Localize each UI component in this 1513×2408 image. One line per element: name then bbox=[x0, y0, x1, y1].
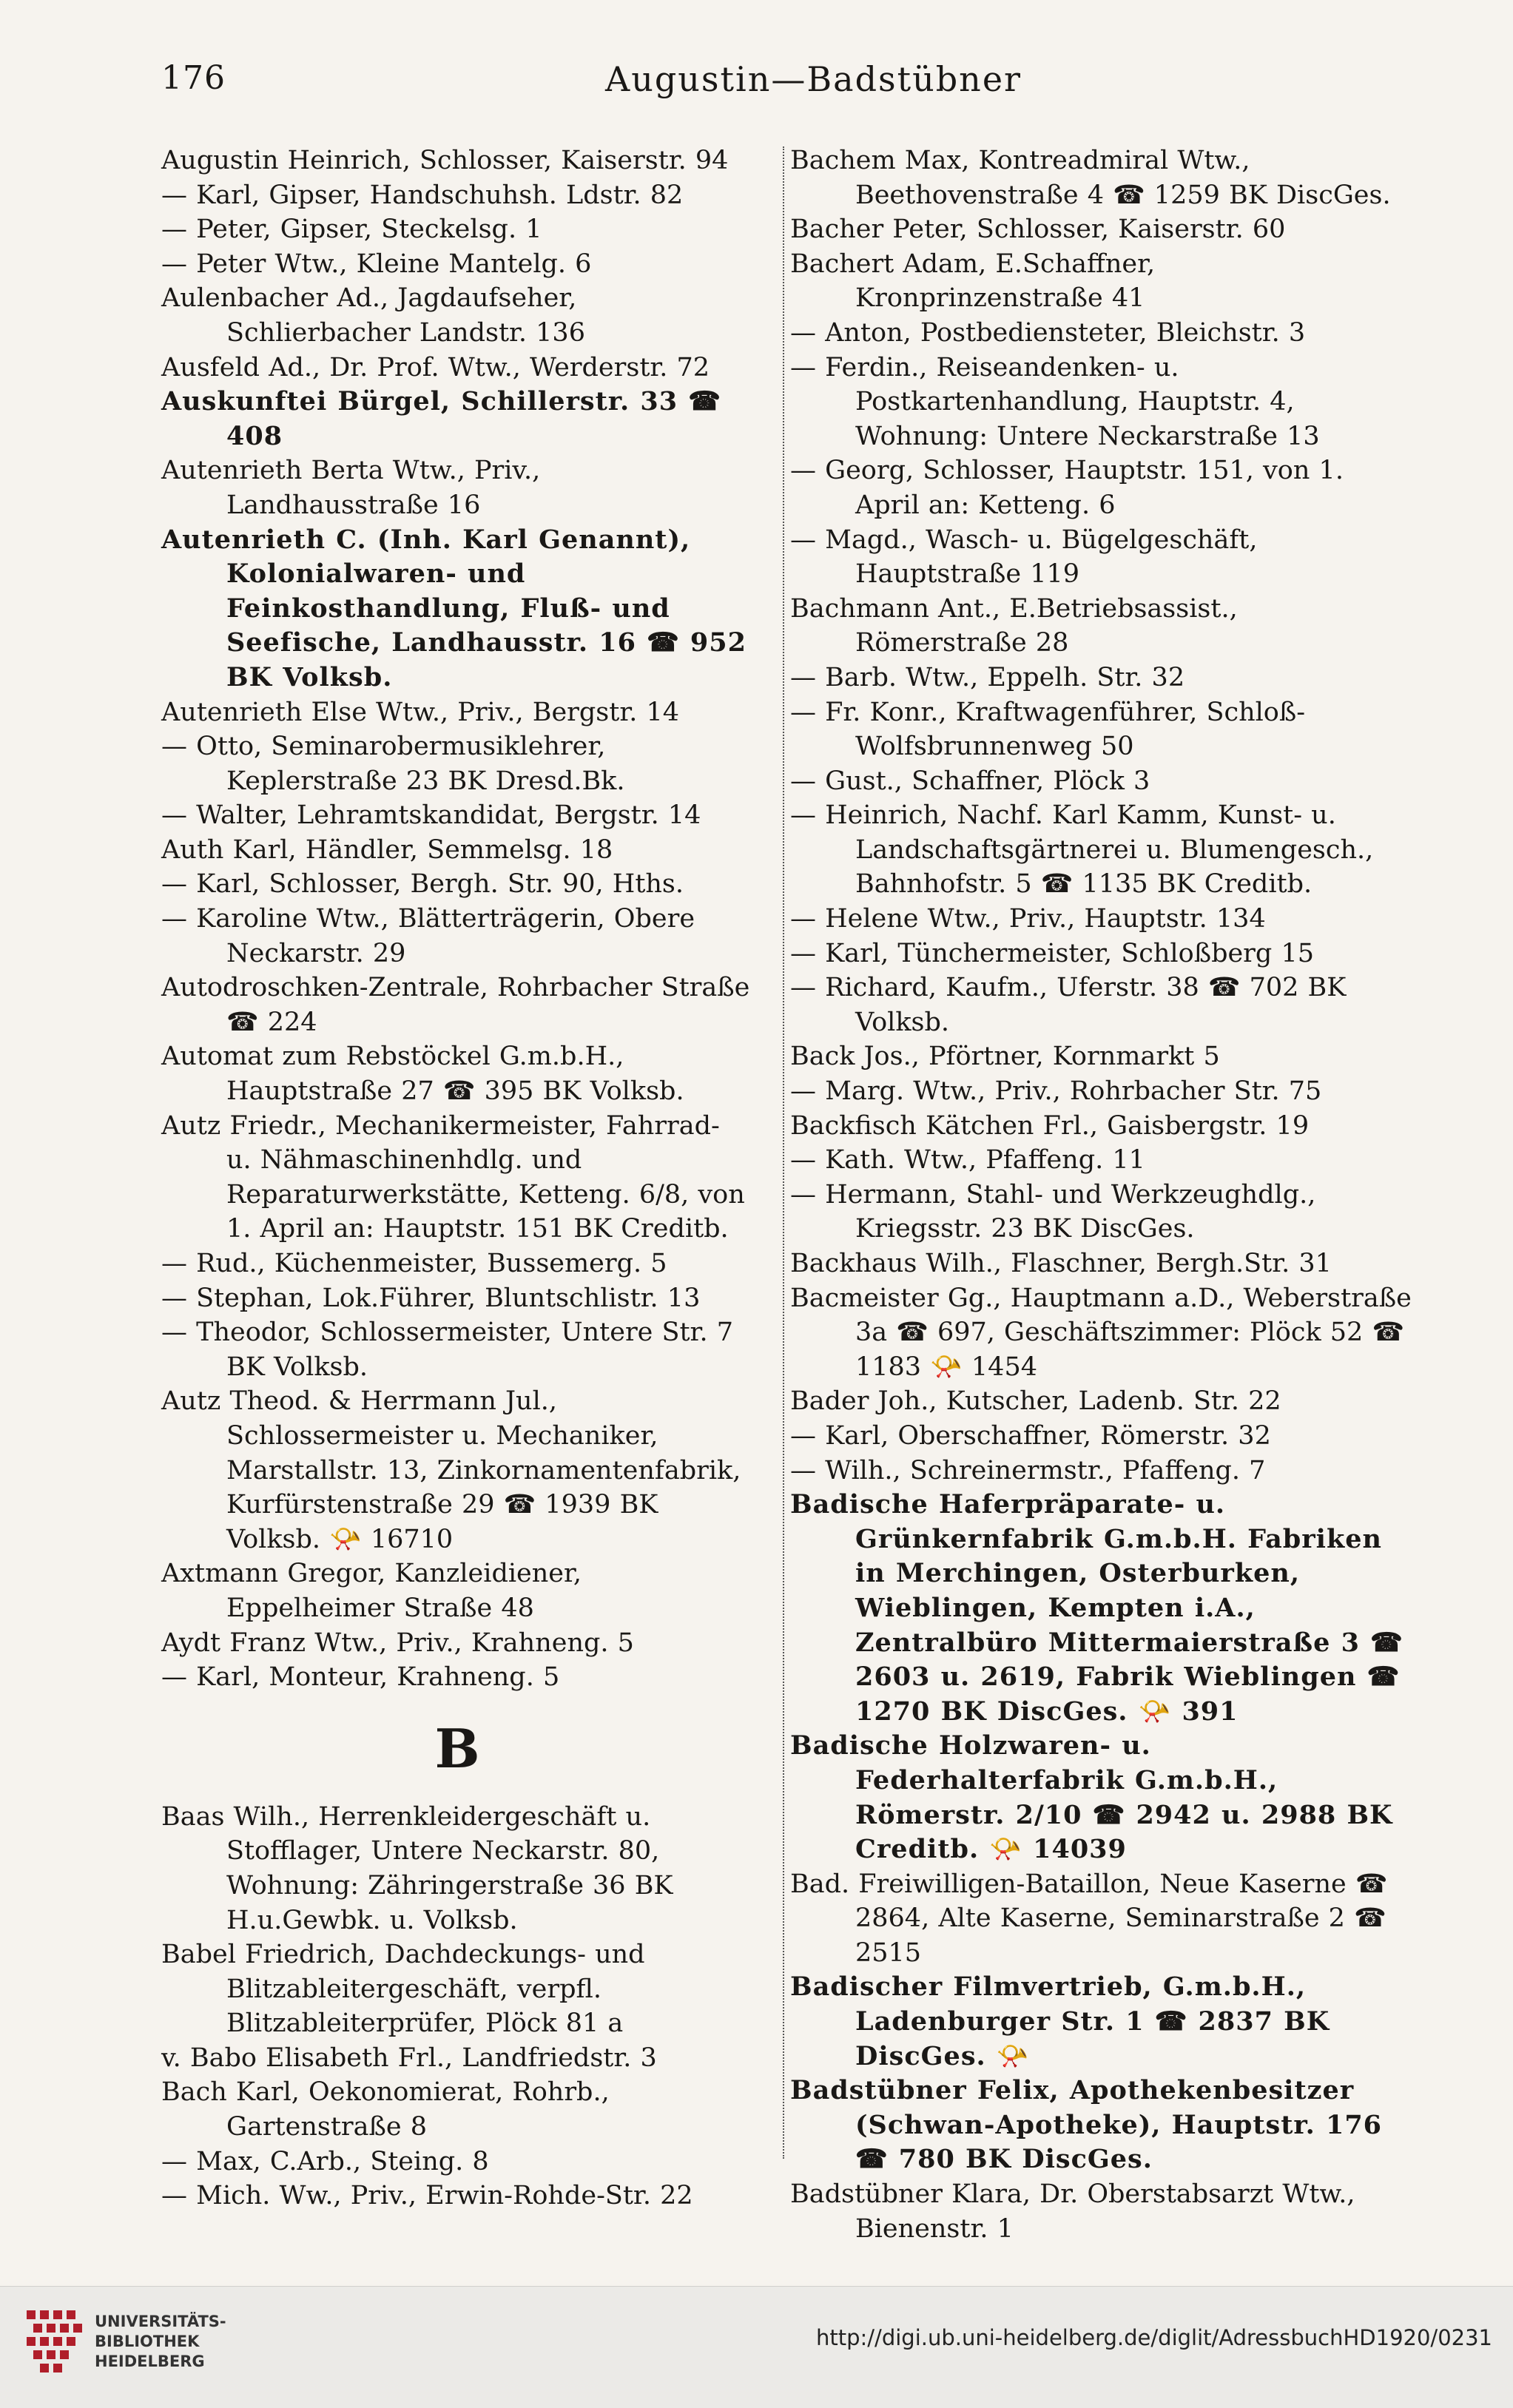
directory-entry: Badische Haferpräparate- u. Grünkernfabrik G.m.b.H. Fabriken in Merchingen, Osterburken, Wieblingen, Kempten i.A., Zentralbüro Mittermaierstraße 3 ☎ 2603 u. 2619, Fabrik Wieblingen ☎ 1270 BK DiscGes. 📯 391 bbox=[790, 1489, 1404, 1727]
right-column bbox=[790, 144, 1412, 2246]
left-column-entries-a bbox=[161, 144, 753, 1695]
directory-entry: Backfisch Kätchen Frl., Gaisbergstr. 19 bbox=[790, 1110, 1310, 1141]
directory-entry: — Georg, Schlosser, Hauptstr. 151, von 1. April an: Ketteng. 6 bbox=[790, 456, 1344, 520]
directory-entry: Bach Karl, Oekonomierat, Rohrb., Gartenstraße 8 bbox=[161, 2077, 610, 2142]
directory-entry: v. Babo Elisabeth Frl., Landfriedstr. 3 bbox=[161, 2043, 657, 2073]
directory-entry: — Karl, Schlosser, Bergh. Str. 90, Hths. bbox=[161, 869, 684, 900]
directory-entry: — Fr. Konr., Kraftwagenführer, Schloß-Wolfsbrunnenweg 50 bbox=[790, 697, 1306, 762]
directory-entry: — Anton, Postbediensteter, Bleichstr. 3 bbox=[790, 317, 1306, 348]
running-head: Augustin—Badstübner bbox=[605, 59, 1022, 99]
directory-entry: Babel Friedrich, Dachdeckungs- und Blitzableitergeschäft, verpfl. Blitzableiterprüfer, Plöck 81 a bbox=[161, 1940, 645, 2039]
directory-entry: — Kath. Wtw., Pfaffeng. 11 bbox=[790, 1145, 1145, 1176]
directory-entry: — Stephan, Lok.Führer, Bluntschlistr. 13 bbox=[161, 1283, 701, 1313]
directory-entry: Badstübner Klara, Dr. Oberstabsarzt Wtw., Bienenstr. 1 bbox=[790, 2179, 1355, 2244]
directory-entry: Bachert Adam, E.Schaffner, Kronprinzenstraße 41 bbox=[790, 249, 1156, 314]
directory-entry: — Karl, Gipser, Handschuhsh. Ldstr. 82 bbox=[161, 180, 684, 210]
directory-entry: Aydt Franz Wtw., Priv., Krahneng. 5 bbox=[161, 1628, 634, 1658]
directory-entry: — Karl, Monteur, Krahneng. 5 bbox=[161, 1662, 560, 1693]
directory-entry: Bachmann Ant., E.Betriebsassist., Römerstraße 28 bbox=[790, 593, 1238, 658]
directory-entry: — Otto, Seminarobermusiklehrer, Keplerstraße 23 BK Dresd.Bk. bbox=[161, 732, 625, 796]
viewer-footer bbox=[0, 2286, 1513, 2408]
directory-entry: Ausfeld Ad., Dr. Prof. Wtw., Werderstr. 72 bbox=[161, 352, 710, 382]
library-name-line: HEIDELBERG bbox=[95, 2353, 205, 2370]
directory-entry: Automat zum Rebstöckel G.m.b.H., Hauptstraße 27 ☎ 395 BK Volksb. bbox=[161, 1042, 684, 1107]
library-name bbox=[95, 2312, 226, 2372]
library-name-line: BIBLIOTHEK bbox=[95, 2333, 200, 2350]
directory-entry: Baas Wilh., Herrenkleidergeschäft u. Stofflager, Untere Neckarstr. 80, Wohnung: Zähringerstraße 36 BK H.u.Gewbk. u. Volksb. bbox=[161, 1801, 673, 1935]
directory-entry: Bachem Max, Kontreadmiral Wtw., Beethovenstraße 4 ☎ 1259 BK DiscGes. bbox=[790, 146, 1391, 210]
directory-entry: — Marg. Wtw., Priv., Rohrbacher Str. 75 bbox=[790, 1076, 1322, 1107]
column-divider bbox=[783, 146, 784, 2159]
directory-entry: Augustin Heinrich, Schlosser, Kaiserstr. 94 bbox=[161, 146, 729, 175]
directory-entry: — Walter, Lehramtskandidat, Bergstr. 14 bbox=[161, 800, 701, 831]
page-number: 176 bbox=[161, 59, 226, 97]
left-column bbox=[161, 144, 753, 2213]
directory-entry: — Karl, Tünchermeister, Schloßberg 15 bbox=[790, 938, 1314, 968]
permalink-url[interactable]: http://digi.ub.uni-heidelberg.de/diglit/AdressbuchHD1920/0231 bbox=[815, 2325, 1492, 2350]
university-seal-icon bbox=[22, 2306, 89, 2377]
directory-entry: Bacmeister Gg., Hauptmann a.D., Weberstraße 3a ☎ 697, Geschäftszimmer: Plöck 52 ☎ 1183 📯 1454 bbox=[790, 1283, 1412, 1382]
directory-entry: — Ferdin., Reiseandenken- u. Postkartenhandlung, Hauptstr. 4, Wohnung: Untere Neckarstraße 13 bbox=[790, 352, 1320, 451]
library-name-line: UNIVERSITÄTS- bbox=[95, 2313, 226, 2330]
directory-entry: Autenrieth C. (Inh. Karl Genannt), Kolonialwaren- und Feinkosthandlung, Fluß- und Seefische, Landhausstr. 16 ☎ 952 BK Volksb. bbox=[161, 524, 747, 692]
directory-entry: Bad. Freiwilligen-Bataillon, Neue Kaserne ☎ 2864, Alte Kaserne, Seminarstraße 2 ☎ 2515 bbox=[790, 1869, 1388, 1968]
directory-entry: Autenrieth Else Wtw., Priv., Bergstr. 14 bbox=[161, 697, 680, 727]
directory-entry: — Peter Wtw., Kleine Mantelg. 6 bbox=[161, 249, 592, 279]
directory-entry: Autenrieth Berta Wtw., Priv., Landhausstraße 16 bbox=[161, 456, 541, 520]
directory-entry: Auskunftei Bürgel, Schillerstr. 33 ☎ 408 bbox=[161, 386, 721, 451]
directory-entry: — Karoline Wtw., Blätterträgerin, Obere Neckarstr. 29 bbox=[161, 904, 695, 968]
directory-entry: Backhaus Wilh., Flaschner, Bergh.Str. 31 bbox=[790, 1249, 1332, 1278]
directory-entry: — Richard, Kaufm., Uferstr. 38 ☎ 702 BK Volksb. bbox=[790, 973, 1347, 1037]
directory-entry: Autz Theod. & Herrmann Jul., Schlossermeister u. Mechaniker, Marstallstr. 13, Zinkornamentenfabrik, Kurfürstenstraße 29 ☎ 1939 BK Volksb. 📯 16710 bbox=[161, 1386, 741, 1554]
directory-entry: — Mich. Ww., Priv., Erwin-Rohde-Str. 22 bbox=[161, 2181, 693, 2211]
directory-entry: — Rud., Küchenmeister, Bussemerg. 5 bbox=[161, 1249, 667, 1278]
directory-entry: Back Jos., Pförtner, Kornmarkt 5 bbox=[790, 1042, 1220, 1072]
directory-entry: Autz Friedr., Mechanikermeister, Fahrrad- u. Nähmaschinenhdlg. und Reparaturwerkstätte, Ketteng. 6/8, von 1. April an: Hauptstr. 151 BK Creditb. bbox=[161, 1110, 745, 1244]
directory-entry: Autodroschken-Zentrale, Rohrbacher Straße ☎ 224 bbox=[161, 973, 750, 1037]
right-column-entries bbox=[790, 144, 1412, 2246]
directory-entry: — Gust., Schaffner, Plöck 3 bbox=[790, 766, 1150, 796]
directory-entry: — Wilh., Schreinermstr., Pfaffeng. 7 bbox=[790, 1455, 1266, 1485]
directory-entry: Bacher Peter, Schlosser, Kaiserstr. 60 bbox=[790, 215, 1286, 245]
directory-entry: — Barb. Wtw., Eppelh. Str. 32 bbox=[790, 662, 1185, 692]
directory-entry: Bader Joh., Kutscher, Ladenb. Str. 22 bbox=[790, 1386, 1281, 1417]
directory-entry: Axtmann Gregor, Kanzleidiener, Eppelheimer Straße 48 bbox=[161, 1559, 582, 1623]
directory-entry: — Theodor, Schlossermeister, Untere Str. 7 BK Volksb. bbox=[161, 1318, 733, 1382]
directory-entry: — Karl, Oberschaffner, Römerstr. 32 bbox=[790, 1420, 1271, 1451]
directory-entry: Aulenbacher Ad., Jagdaufseher, Schlierbacher Landstr. 136 bbox=[161, 283, 585, 348]
directory-entry: — Helene Wtw., Priv., Hauptstr. 134 bbox=[790, 904, 1266, 934]
directory-entry: — Hermann, Stahl- und Werkzeughdlg., Kriegsstr. 23 BK DiscGes. bbox=[790, 1179, 1316, 1244]
section-letter: B bbox=[434, 1716, 480, 1780]
directory-entry: — Heinrich, Nachf. Karl Kamm, Kunst- u. Landschaftsgärtnerei u. Blumengesch., Bahnhofstr. 5 ☎ 1135 BK Creditb. bbox=[790, 800, 1374, 900]
directory-entry: — Magd., Wasch- u. Bügelgeschäft, Hauptstraße 119 bbox=[790, 525, 1258, 590]
directory-entry: Badische Holzwaren- u. Federhalterfabrik G.m.b.H., Römerstr. 2/10 ☎ 2942 u. 2988 BK Creditb. 📯 14039 bbox=[790, 1730, 1393, 1865]
left-column-entries-b bbox=[161, 1800, 753, 2213]
directory-entry: — Peter, Gipser, Steckelsg. 1 bbox=[161, 215, 542, 245]
directory-entry: Badischer Filmvertrieb, G.m.b.H., Ladenburger Str. 1 ☎ 2837 BK DiscGes. 📯 bbox=[790, 1972, 1330, 2071]
page-header bbox=[161, 59, 1403, 111]
directory-entry: Auth Karl, Händler, Semmelsg. 18 bbox=[161, 834, 613, 865]
directory-entry: Badstübner Felix, Apothekenbesitzer (Schwan-Apotheke), Hauptstr. 176 ☎ 780 BK DiscGes. bbox=[790, 2075, 1383, 2175]
directory-entry: — Max, C.Arb., Steing. 8 bbox=[161, 2146, 489, 2176]
